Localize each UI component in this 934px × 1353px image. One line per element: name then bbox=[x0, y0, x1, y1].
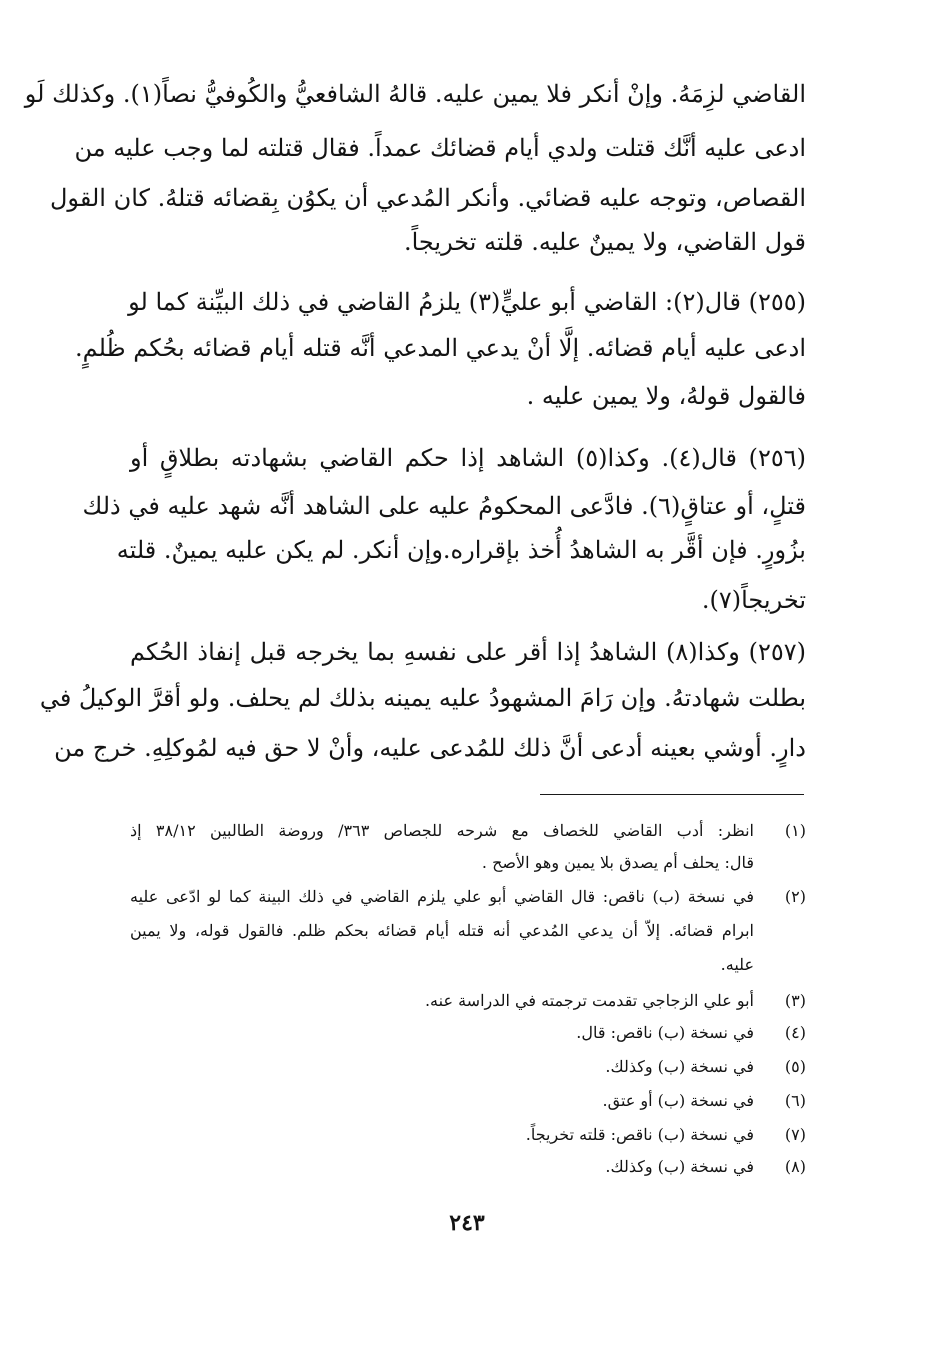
footnote-number: (٣) bbox=[784, 991, 806, 1010]
footnote-text: في نسخة (ب) ناقص: قلته تخريجاً. bbox=[525, 1125, 754, 1144]
body-line: تخريجاً(٧). bbox=[701, 586, 806, 614]
body-line: القصاص، وتوجه عليه قضائي. وأنكر المُدعي أن يكوُن بِقضائه قتلهُ. كان القول bbox=[49, 184, 806, 212]
footnote-number: (٦) bbox=[784, 1091, 806, 1110]
footnote-text: أبو علي الزجاجي تقدمت ترجمته في الدراسة عنه. bbox=[424, 991, 754, 1010]
paragraph-255-heading-line: (٢٥٥) قال(٢): القاضي أبو عليٍّ(٣) يلزمُ القاضي في ذلك البيِّنة كما لو bbox=[128, 288, 806, 316]
footnote-text: عليه. bbox=[720, 955, 754, 974]
footnote-text: ابرام قضائه. إلاّ أن يدعي المُدعي أنه قتله أيام قضائه بحكم ظلم. فالقول قوله، ولا يمين bbox=[130, 921, 754, 940]
body-line: بزُورٍ. فإن أقَّر به الشاهدُ أُخذ بإقراره.وإن أنكر. لم يكن عليه يمينٌ. قلته bbox=[116, 536, 806, 564]
footnote-text: قال: يحلف أم يصدق بلا يمين وهو الأصح . bbox=[481, 853, 754, 872]
footnote-text: في نسخة (ب) ناقص: قال القاضي أبو علي يلزم القاضي في ذلك البينة كما لو ادّعى عليه bbox=[130, 887, 754, 906]
footnote-number: (٧) bbox=[784, 1125, 806, 1144]
body-line: دارٍ. أوشي بعينه أدعى أنَّ ذلك للمُدعى عليه، وأنْ لا حق فيه لمُوكلِهِ. خرج من bbox=[54, 734, 806, 762]
footnote-number: (٢) bbox=[784, 887, 806, 906]
footnote-text: في نسخة (ب) ناقص: قال. bbox=[576, 1023, 754, 1042]
footnote-text: في نسخة (ب) وكذلك. bbox=[605, 1057, 754, 1076]
footnote-number: (١) bbox=[784, 821, 806, 840]
footnote-number: (٤) bbox=[784, 1023, 806, 1042]
footnote-number: (٨) bbox=[784, 1157, 806, 1176]
footnote-text: انظر: أدب القاضي للخصاف مع شرحه للجصاص ٣٦٣/ وروضة الطالبين ٣٨/١٢ إذ bbox=[130, 821, 755, 840]
footnote-divider bbox=[540, 794, 804, 795]
body-line: القاضي لزِمَهُ. وإنْ أنكر فلا يمين عليه. قالهُ الشافعيُّ والكُوفيُّ نصاً(١). وكذلك لَو bbox=[24, 80, 806, 108]
footnote-number: (٥) bbox=[784, 1057, 806, 1076]
body-line: قتلٍ، أو عتاقٍ(٦). فادَّعى المحكومُ عليه على الشاهد أنَّه شهد عليه في ذلك bbox=[82, 492, 806, 520]
body-line: فالقول قولهُ، ولا يمين عليه . bbox=[526, 382, 806, 410]
body-line: بطلت شهادتهُ. وإن رَامَ المشهودُ عليه يمينه بذلك لم يحلف. ولو أقرَّ الوكيلُ في bbox=[39, 684, 806, 712]
body-line: ادعى عليه أيام قضائه. إلَّا أنْ يدعي المدعي أنَّه قتله أيام قضائه بحُكم ظُلمٍ. bbox=[74, 334, 806, 362]
paragraph-257-heading-line: (٢٥٧) وكذا(٨) الشاهدُ إذا أقر على نفسهِ بما يخرجه قبل إنفاذ الحُكم bbox=[130, 638, 806, 666]
body-line: ادعى عليه أنَّك قتلت ولدي أيام قضائك عمداً. فقال قتلته لما وجب عليه من bbox=[74, 134, 806, 162]
footnote-text: في نسخة (ب) وكذلك. bbox=[605, 1157, 754, 1176]
body-line: قول القاضي، ولا يمينٌ عليه. قلته تخريجاً. bbox=[403, 228, 806, 256]
page-number: ٢٤٣ bbox=[449, 1210, 485, 1236]
paragraph-256-heading-line: (٢٥٦) قال(٤). وكذا(٥) الشاهد إذا حكم القاضي بشهادته بطلاقٍ أو bbox=[130, 444, 807, 472]
footnote-text: في نسخة (ب) أو عتق. bbox=[602, 1091, 754, 1110]
